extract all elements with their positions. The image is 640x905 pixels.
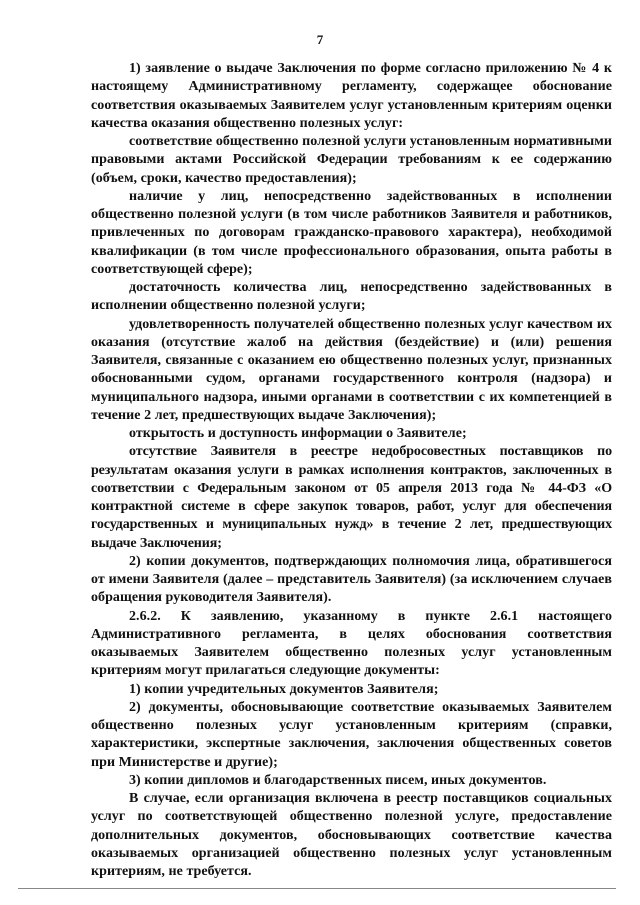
paragraph-section-2-6-2: 2.6.2. К заявлению, указанному в пункте 2.6.1 настоящего Административного регламента, в целях обоснования соответствия оказываемых Заявителем общественно полезных услуг установленным критериям могут прилагаться следующие документы:	[91, 608, 612, 679]
paragraph-criterion-openness: открытость и доступность информации о Заявителе;	[129, 426, 467, 441]
paragraph-authority-copies: 2) копии документов, подтверждающих полномочия лица, обратившегося от имени Заявителя (далее – представитель Заявителя) (за исключением случаев обращения руководителя Заявителя).	[91, 553, 612, 606]
page-number: 7	[316, 32, 324, 47]
paragraph-registry-exemption: В случае, если организация включена в реестр поставщиков социальных услуг по соответствующей общественно полезной услуге, предоставление дополнительных документов, обосновывающих соответствие качества оказываемых организацией общественно полезных услуг установленным критериям, не требуется.	[91, 791, 612, 879]
paragraph-supporting-documents: 2) документы, обосновывающие соответствие оказываемых Заявителем общественно полезных услуг установленным критериям (справки, характеристики, экспертные заключения, заключения общественных советов при Министерстве и другие);	[91, 699, 612, 770]
paragraph-founding-documents: 1) копии учредительных документов Заявителя;	[129, 681, 439, 697]
document-body	[91, 60, 612, 881]
page-bottom-rule	[18, 888, 616, 889]
paragraph-criterion-compliance: соответствие общественно полезной услуги установленным нормативными правовыми актами Российской Федерации требованиям к ее содержанию (объем, сроки, качество предоставления);	[91, 134, 612, 186]
paragraph-diplomas: 3) копии дипломов и благодарственных писем, иных документов.	[129, 772, 547, 788]
paragraph-criterion-staff-sufficiency: достаточность количества лиц, непосредственно задействованных в исполнении общественно полезной услуги;	[91, 280, 612, 314]
paragraph-criterion-satisfaction: удовлетворенность получателей общественно полезных услуг качеством их оказания (отсутствие жалоб на действия (бездействие) и (или) решения Заявителя, связанные с оказанием ею общественно полезных услуг, признанных обоснованными судом, органами государственного контроля (надзора) и муниципального надзора, иными органами в соответствии с их компетенцией в течение 2 лет, предшествующих выдаче Заключения);	[91, 316, 612, 423]
paragraph-application: 1) заявление о выдаче Заключения по форме согласно приложению № 4 к настоящему Административному регламенту, содержащее обоснование соответствия оказываемых Заявителем услуг установленным критериям оценки качества оказания общественно полезных услуг:	[91, 61, 612, 131]
paragraph-criterion-qualification: наличие у лиц, непосредственно задействованных в исполнении общественно полезной услуги (в том числе работников Заявителя и работников, привлеченных по договорам гражданско-правового характера), необходимой квалификации (в том числе профессионального образования, опыта работы в соответствующей сфере);	[91, 188, 612, 277]
paragraph-criterion-registry: отсутствие Заявителя в реестре недобросовестных поставщиков по результатам оказания услуги в рамках исполнения контрактов, заключенных в соответствии с Федеральным законом от 05 апреля 2013 года № 44-ФЗ «О контрактной системе в сфере закупок товаров, работ, услуг для обеспечения государственных и муниципальных нужд» в течение 2 лет, предшествующих выдаче Заключения;	[91, 444, 612, 551]
